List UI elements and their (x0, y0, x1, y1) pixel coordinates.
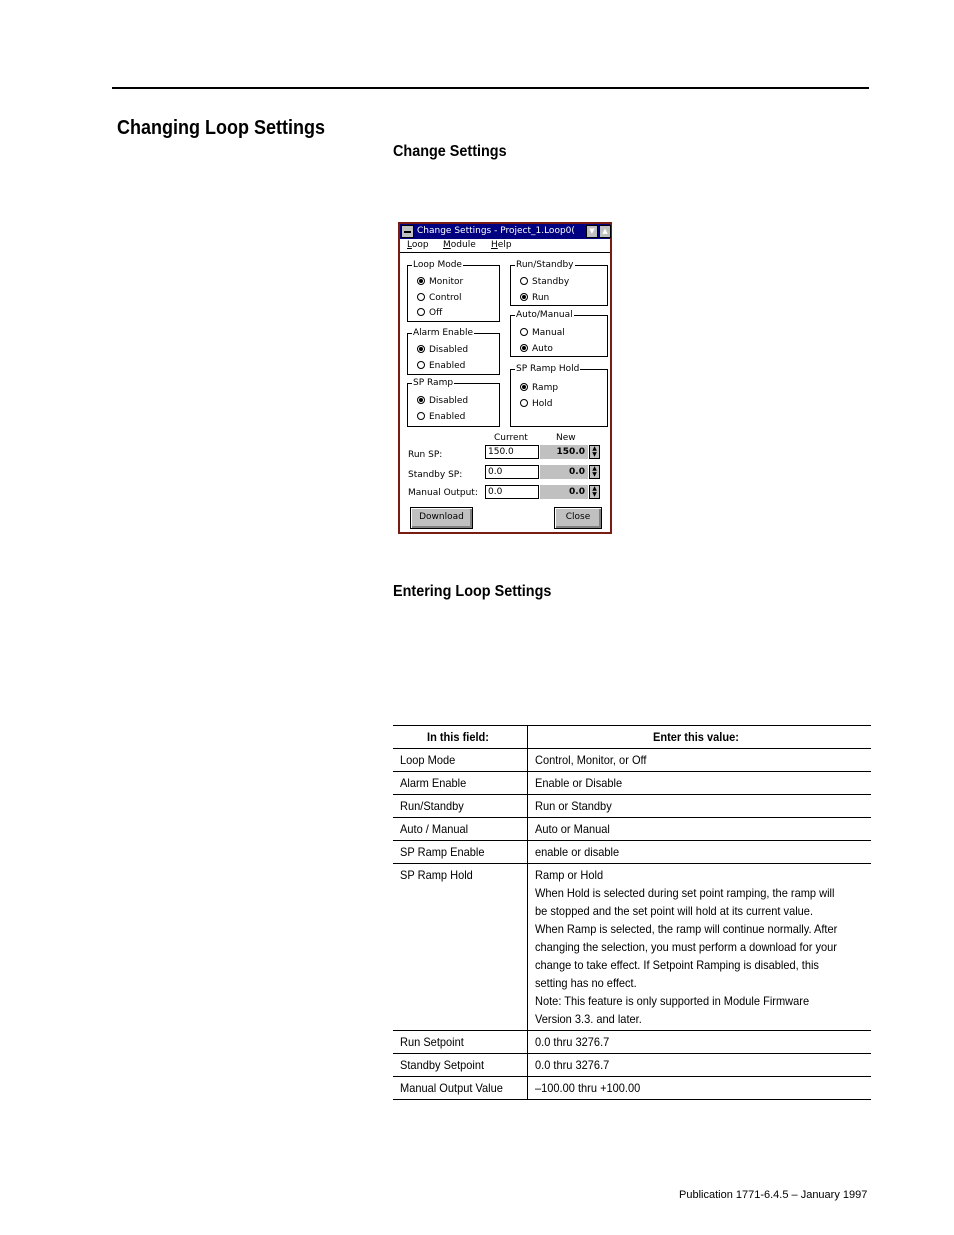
radio-empty-icon (520, 399, 528, 407)
radio-selected-icon (520, 383, 528, 391)
table-row: SP Ramp Hold Ramp or Hold When Hold is selected during set point ramping, the ramp will be stopped and the set point will hold at its current value. When Ramp is selected, the ramp will continue normally. After changing the selection, you must perform a download for your change to take effect. If Setpoint Ramping is disabled, this setting has no effect. Note: This feature is only supported in Module Firmware Version 3.3. and later. (393, 864, 871, 1031)
header-field: In this field: (393, 726, 528, 749)
minimize-icon[interactable]: ▼ (586, 225, 598, 238)
table-row: Alarm Enable Enable or Disable (393, 772, 871, 795)
standby-sp-new[interactable]: 0.0 (540, 465, 588, 479)
radio-alarm-enabled[interactable]: Enabled (417, 361, 465, 371)
menu-bar (400, 239, 610, 253)
radio-empty-icon (417, 293, 425, 301)
radio-hold[interactable]: Hold (520, 399, 553, 409)
radio-selected-icon (417, 277, 425, 285)
radio-selected-icon (417, 396, 425, 404)
header-rule (112, 87, 869, 89)
radio-auto[interactable]: Auto (520, 344, 553, 354)
manual-output-spinner[interactable]: ▲ ▼ (589, 485, 600, 499)
section-title: Changing Loop Settings (117, 117, 325, 139)
radio-ramp-disabled[interactable]: Disabled (417, 396, 468, 406)
table-header-row (393, 726, 871, 749)
table-row: Run/Standby Run or Standby (393, 795, 871, 818)
table-row: Loop Mode Control, Monitor, or Off (393, 749, 871, 772)
alarm-enable-label: Alarm Enable (413, 328, 473, 338)
header-value: Enter this value: (528, 726, 871, 749)
run-sp-label: Run SP: (408, 450, 443, 460)
dialog-title: Change Settings - Project_1.Loop0( (417, 226, 575, 236)
run-sp-new[interactable]: 150.0 (540, 445, 588, 459)
run-sp-current[interactable]: 150.0 (485, 445, 539, 459)
radio-selected-icon (417, 345, 425, 353)
standby-sp-current[interactable]: 0.0 (485, 465, 539, 479)
dialog-titlebar (400, 224, 610, 239)
auto-manual-group (510, 310, 608, 357)
download-button[interactable]: Download (410, 507, 473, 529)
loop-settings-table (393, 725, 871, 1100)
radio-selected-icon (520, 293, 528, 301)
system-menu-icon[interactable] (401, 225, 414, 238)
change-settings-dialog (398, 222, 612, 534)
table-row: SP Ramp Enable enable or disable (393, 841, 871, 864)
sp-ramp-group (407, 378, 500, 427)
radio-empty-icon (417, 361, 425, 369)
radio-selected-icon (520, 344, 528, 352)
run-standby-label: Run/Standby (516, 260, 574, 270)
radio-empty-icon (520, 277, 528, 285)
radio-standby[interactable]: Standby (520, 277, 569, 287)
loop-mode-label: Loop Mode (413, 260, 462, 270)
standby-sp-spinner[interactable]: ▲ ▼ (589, 465, 600, 479)
menu-help[interactable]: Help (491, 240, 512, 250)
auto-manual-label: Auto/Manual (516, 310, 573, 320)
manual-output-new[interactable]: 0.0 (540, 485, 588, 499)
radio-empty-icon (520, 328, 528, 336)
maximize-icon[interactable]: ▲ (599, 225, 611, 238)
radio-alarm-disabled[interactable]: Disabled (417, 345, 468, 355)
standby-sp-label: Standby SP: (408, 470, 463, 480)
table-row: Run Setpoint 0.0 thru 3276.7 (393, 1031, 871, 1054)
table-row: Auto / Manual Auto or Manual (393, 818, 871, 841)
column-new: New (556, 433, 576, 443)
subtitle-change-settings: Change Settings (393, 143, 507, 160)
manual-output-label: Manual Output: (408, 488, 478, 498)
loop-mode-group (407, 260, 500, 322)
radio-manual[interactable]: Manual (520, 328, 565, 338)
radio-ramp[interactable]: Ramp (520, 383, 558, 393)
run-standby-group (510, 260, 608, 306)
radio-monitor[interactable]: Monitor (417, 277, 463, 287)
radio-control[interactable]: Control (417, 293, 462, 303)
table-row: Manual Output Value –100.00 thru +100.00 (393, 1077, 871, 1100)
menu-loop[interactable]: Loop (407, 240, 429, 250)
sp-ramp-label: SP Ramp (413, 378, 454, 388)
publication-footer: Publication 1771-6.4.5 – January 1997 (679, 1189, 868, 1201)
alarm-enable-group (407, 328, 500, 375)
sp-ramp-hold-group (510, 364, 608, 427)
menu-module[interactable]: Module (443, 240, 476, 250)
radio-run[interactable]: Run (520, 293, 549, 303)
radio-off[interactable]: Off (417, 308, 442, 318)
radio-empty-icon (417, 412, 425, 420)
table-row: Standby Setpoint 0.0 thru 3276.7 (393, 1054, 871, 1077)
radio-ramp-enabled[interactable]: Enabled (417, 412, 465, 422)
subtitle-entering-loop-settings: Entering Loop Settings (393, 583, 552, 600)
column-current: Current (494, 433, 528, 443)
radio-empty-icon (417, 308, 425, 316)
sp-ramp-hold-label: SP Ramp Hold (516, 364, 580, 374)
close-button[interactable]: Close (554, 507, 602, 529)
run-sp-spinner[interactable]: ▲ ▼ (589, 445, 600, 459)
manual-output-current[interactable]: 0.0 (485, 485, 539, 499)
